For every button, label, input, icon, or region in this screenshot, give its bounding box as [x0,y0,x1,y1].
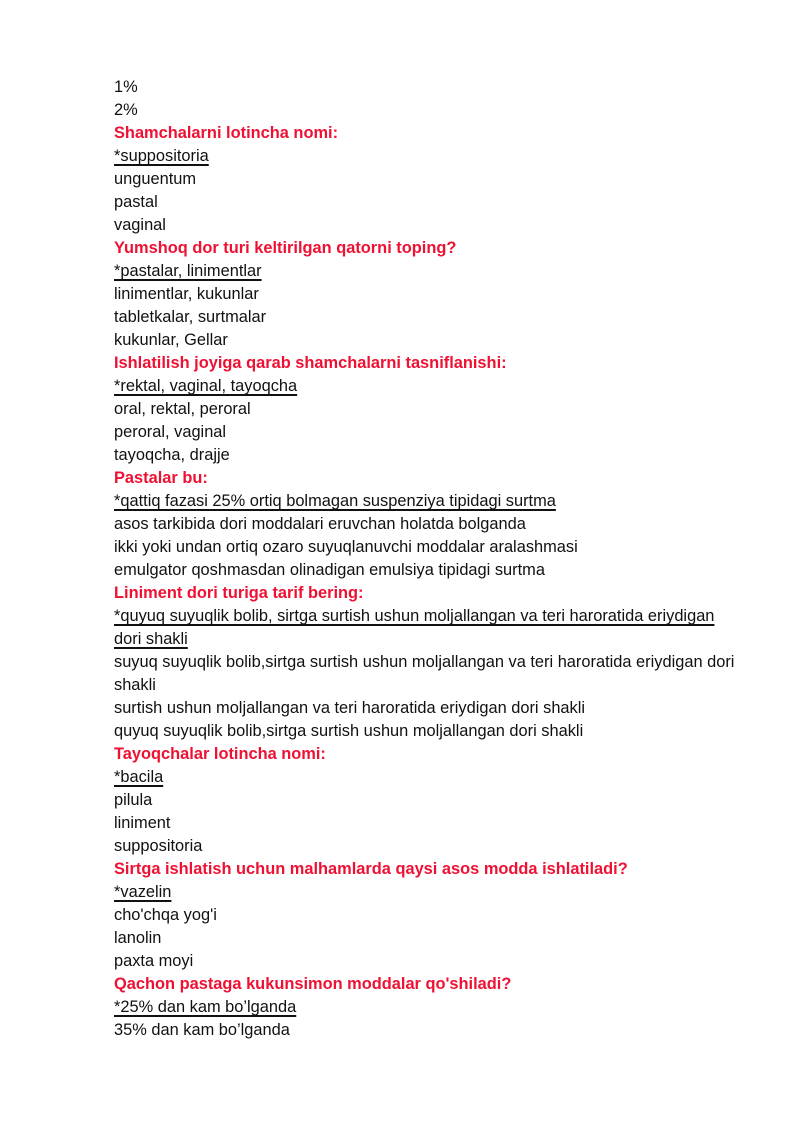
option-line: asos tarkibida dori moddalari eruvchan holatda bolganda [114,515,526,533]
question-heading: Shamchalarni lotincha nomi: [114,124,339,142]
option-line: vaginal [114,216,166,234]
option-line: unguentum [114,170,197,188]
correct-answer: *vazelin [114,883,172,901]
option-line: kukunlar, Gellar [114,331,228,349]
option-line: linimentlar, kukunlar [114,285,259,303]
question-heading: Liniment dori turiga tarif bering: [114,584,364,602]
question-heading: Ishlatilish joyiga qarab shamchalarni tasniflanishi: [114,354,507,372]
option-line: quyuq suyuqlik bolib,sirtga surtish ushun moljallangan dori shakli [114,722,584,740]
question-heading: Sirtga ishlatish uchun malhamlarda qaysi asos modda ishlatiladi? [114,860,628,878]
option-line: suyuq suyuqlik bolib,sirtga surtish ushun moljallangan va teri haroratida eriydigan dori shakli [114,653,735,694]
question-heading: Yumshoq dor turi keltirilgan qatorni toping? [114,239,457,257]
correct-answer: *qattiq fazasi 25% ortiq bolmagan suspenziya tipidagi surtma [114,492,556,510]
correct-answer: *quyuq suyuqlik bolib, sirtga surtish ushun moljallangan va teri haroratida eriydigan dori shakli [114,607,715,648]
option-line: emulgator qoshmasdan olinadigan emulsiya tipidagi surtma [114,561,545,579]
option-line: tabletkalar, surtmalar [114,308,267,326]
option-line: ikki yoki undan ortiq ozaro suyuqlanuvchi moddalar aralashmasi [114,538,578,556]
option-line: 35% dan kam bo’lganda [114,1021,290,1039]
option-line: lanolin [114,929,162,947]
document-body [114,76,744,1042]
option-line: tayoqcha, drajje [114,446,230,464]
correct-answer: *pastalar, linimentlar [114,262,262,280]
option-line: pastal [114,193,158,211]
question-heading: Tayoqchalar lotincha nomi: [114,745,326,763]
option-line: 2% [114,101,138,119]
option-line: liniment [114,814,171,832]
option-line: paxta moyi [114,952,194,970]
correct-answer: *bacila [114,768,164,786]
option-line: surtish ushun moljallangan va teri haroratida eriydigan dori shakli [114,699,586,717]
correct-answer: *suppositoria [114,147,209,165]
option-line: oral, rektal, peroral [114,400,251,418]
option-line: suppositoria [114,837,203,855]
option-line: 1% [114,78,138,96]
option-line: peroral, vaginal [114,423,227,441]
option-line: cho'chqa yog'i [114,906,217,924]
question-heading: Pastalar bu: [114,469,208,487]
question-heading: Qachon pastaga kukunsimon moddalar qo'shiladi? [114,975,512,993]
correct-answer: *rektal, vaginal, tayoqcha [114,377,298,395]
correct-answer: *25% dan kam bo’lganda [114,998,297,1016]
option-line: pilula [114,791,153,809]
